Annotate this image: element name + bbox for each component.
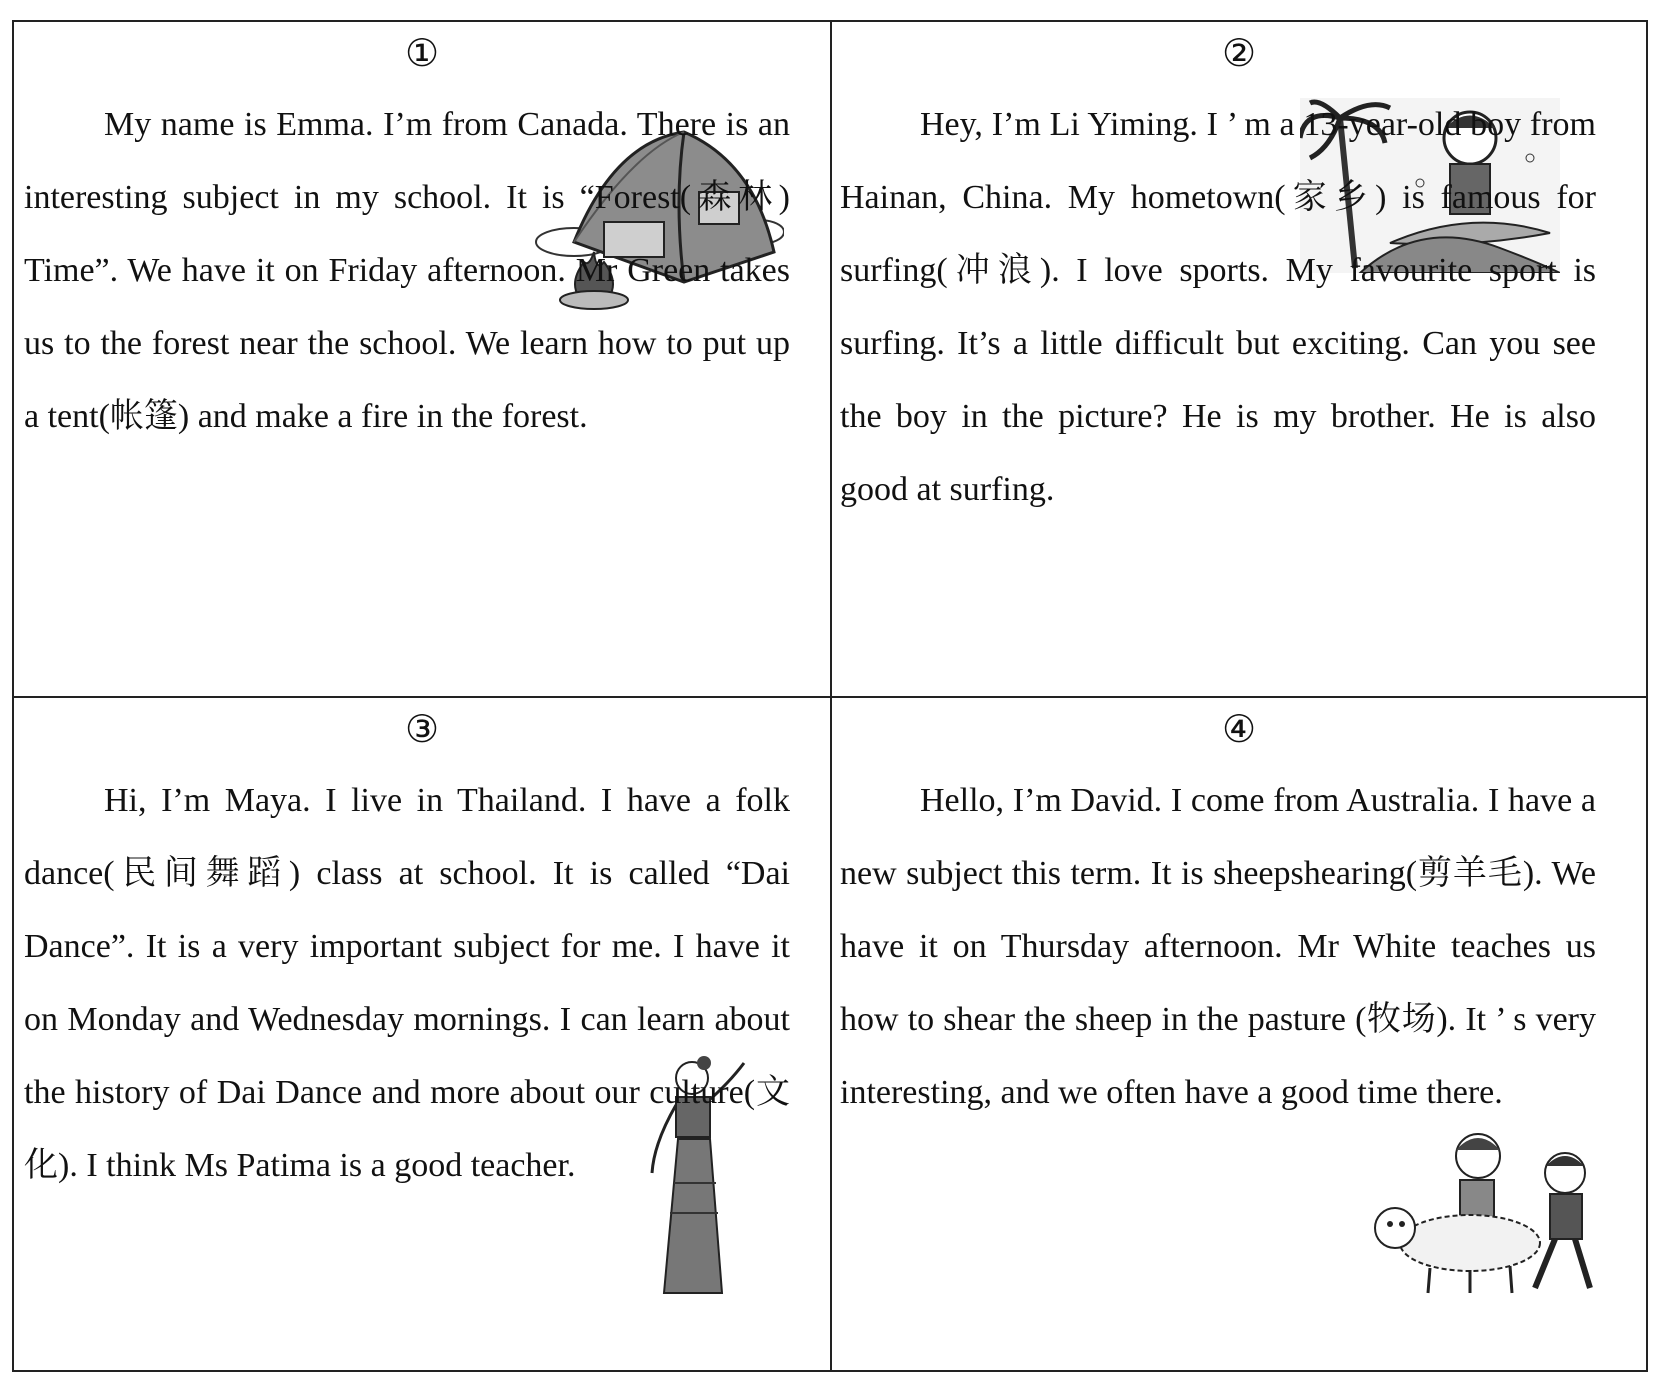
passage-cell-3 bbox=[14, 698, 832, 1370]
passage-text: Hello, I’m David. I come from Australia. I have a new subject this term. It is sheepshearing(剪羊毛). We have it on Thursday afternoon. Mr White teaches us how to shear the sheep in the pasture (牧场). It ’ s very interesting, and we often have a good time there. bbox=[840, 782, 1596, 1111]
passage-number: ④ bbox=[1221, 709, 1257, 751]
passage-cell-4 bbox=[832, 698, 1646, 1370]
passage-cell-1 bbox=[14, 22, 832, 698]
reading-passages-table bbox=[12, 20, 1648, 1372]
passage-text: Hi, I’m Maya. I live in Thailand. I have a folk dance(民间舞蹈) class at school. It is called “Dai Dance”. It is a very important subject for me. I have it on Monday and Wednesday mornings. I can learn about the history of Dai Dance and more about our culture(文化). I think Ms Patima is a good teacher. bbox=[24, 782, 790, 1184]
passage-text: Hey, I’m Li Yiming. I ’ m a 13-year-old boy from Hainan, China. My hometown(家乡) is famous for surfing(冲浪). I love sports. My favourite sport is surfing. It’s a little difficult but exciting. Can you see the boy in the picture? He is my brother. He is also good at surfing. bbox=[840, 106, 1596, 508]
passage-number: ① bbox=[404, 33, 440, 75]
passage-cell-2 bbox=[832, 22, 1646, 698]
children-with-sheep-icon bbox=[1360, 1128, 1600, 1298]
passage-number: ② bbox=[1221, 33, 1257, 75]
passage-text: My name is Emma. I’m from Canada. There is an interesting subject in my school. It is “Forest(森林) Time”. We have it on Friday afternoon. Mr Green takes us to the forest near the school. We learn how to put up a tent(帐篷) and make a fire in the forest. bbox=[24, 106, 790, 435]
passage-number: ③ bbox=[404, 709, 440, 751]
